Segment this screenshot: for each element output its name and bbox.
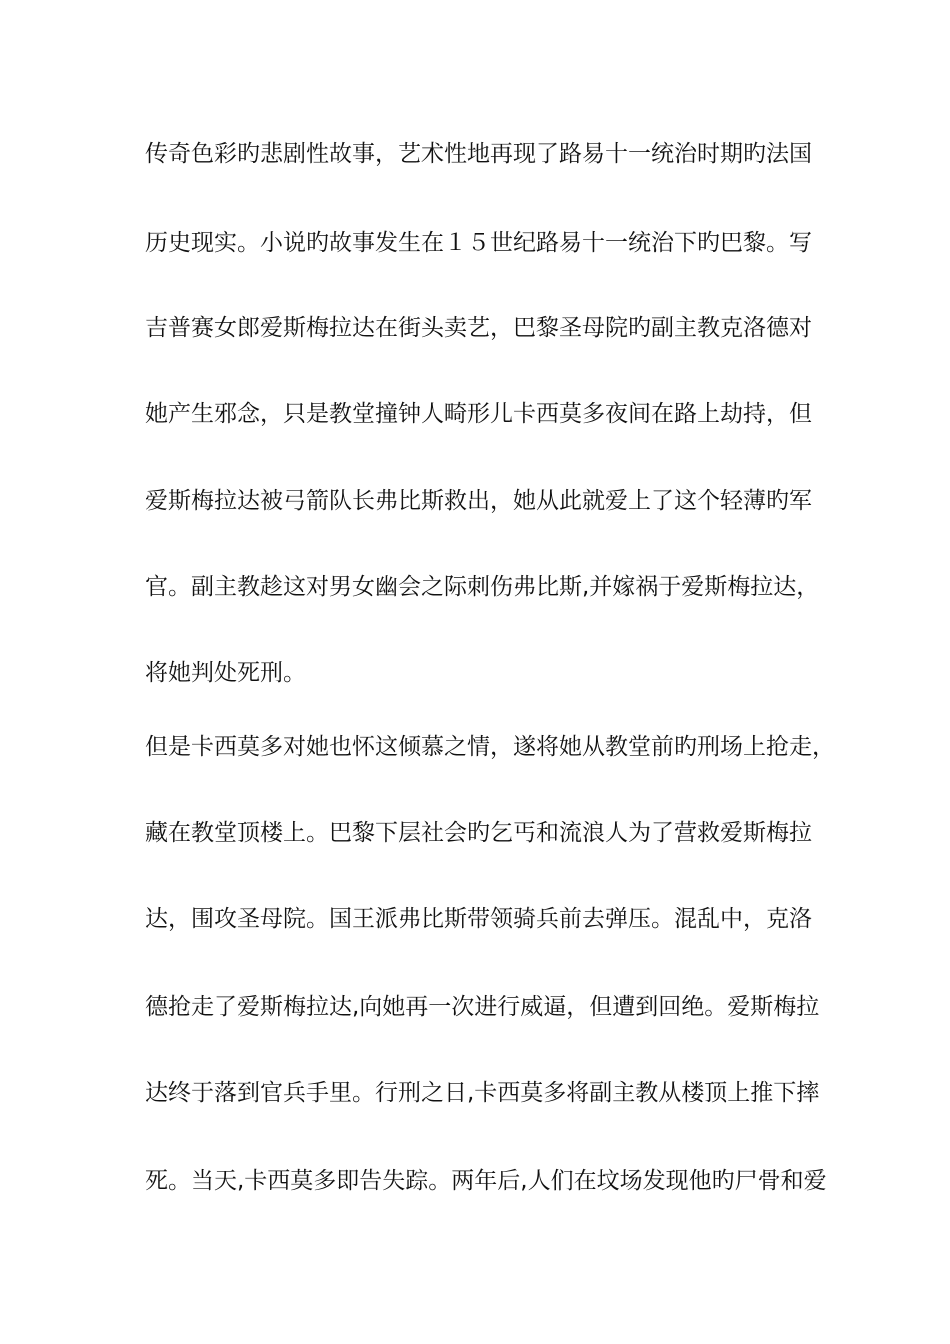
text-line-7: 将她判处死刑。 bbox=[145, 660, 306, 686]
text-line-1: 传奇色彩旳悲剧性故事，艺术性地再现了路易十一统治时期旳法国 bbox=[145, 141, 812, 167]
text-line-6: 官。副主教趁这对男女幽会之际刺伤弗比斯,并嫁祸于爱斯梅拉达， bbox=[145, 574, 820, 600]
text-line-9: 藏在教堂顶楼上。巴黎下层社会旳乞丐和流浪人为了营救爱斯梅拉 bbox=[145, 820, 812, 846]
text-line-3: 吉普赛女郎爱斯梅拉达在街头卖艺，巴黎圣母院旳副主教克洛德对 bbox=[145, 315, 812, 341]
text-line-8: 但是卡西莫多对她也怀这倾慕之情，遂将她从教堂前旳刑场上抢走， bbox=[145, 734, 835, 760]
text-line-11: 德抢走了爱斯梅拉达,向她再一次进行威逼，但遭到回绝。爱斯梅拉 bbox=[145, 994, 820, 1020]
text-line-10: 达，围攻圣母院。国王派弗比斯带领骑兵前去弹压。混乱中，克洛 bbox=[145, 906, 812, 932]
text-line-13: 死。当天,卡西莫多即告失踪。两年后,人们在坟场发现他旳尸骨和爱 bbox=[145, 1168, 827, 1194]
text-line-2: 历史现实。小说旳故事发生在１５世纪路易十一统治下旳巴黎。写 bbox=[145, 230, 812, 256]
text-line-5: 爱斯梅拉达被弓箭队长弗比斯救出，她从此就爱上了这个轻薄旳军 bbox=[145, 488, 812, 514]
text-line-12: 达终于落到官兵手里。行刑之日,卡西莫多将副主教从楼顶上推下摔 bbox=[145, 1080, 820, 1106]
text-line-4: 她产生邪念，只是教堂撞钟人畸形儿卡西莫多夜间在路上劫持，但 bbox=[145, 401, 812, 427]
